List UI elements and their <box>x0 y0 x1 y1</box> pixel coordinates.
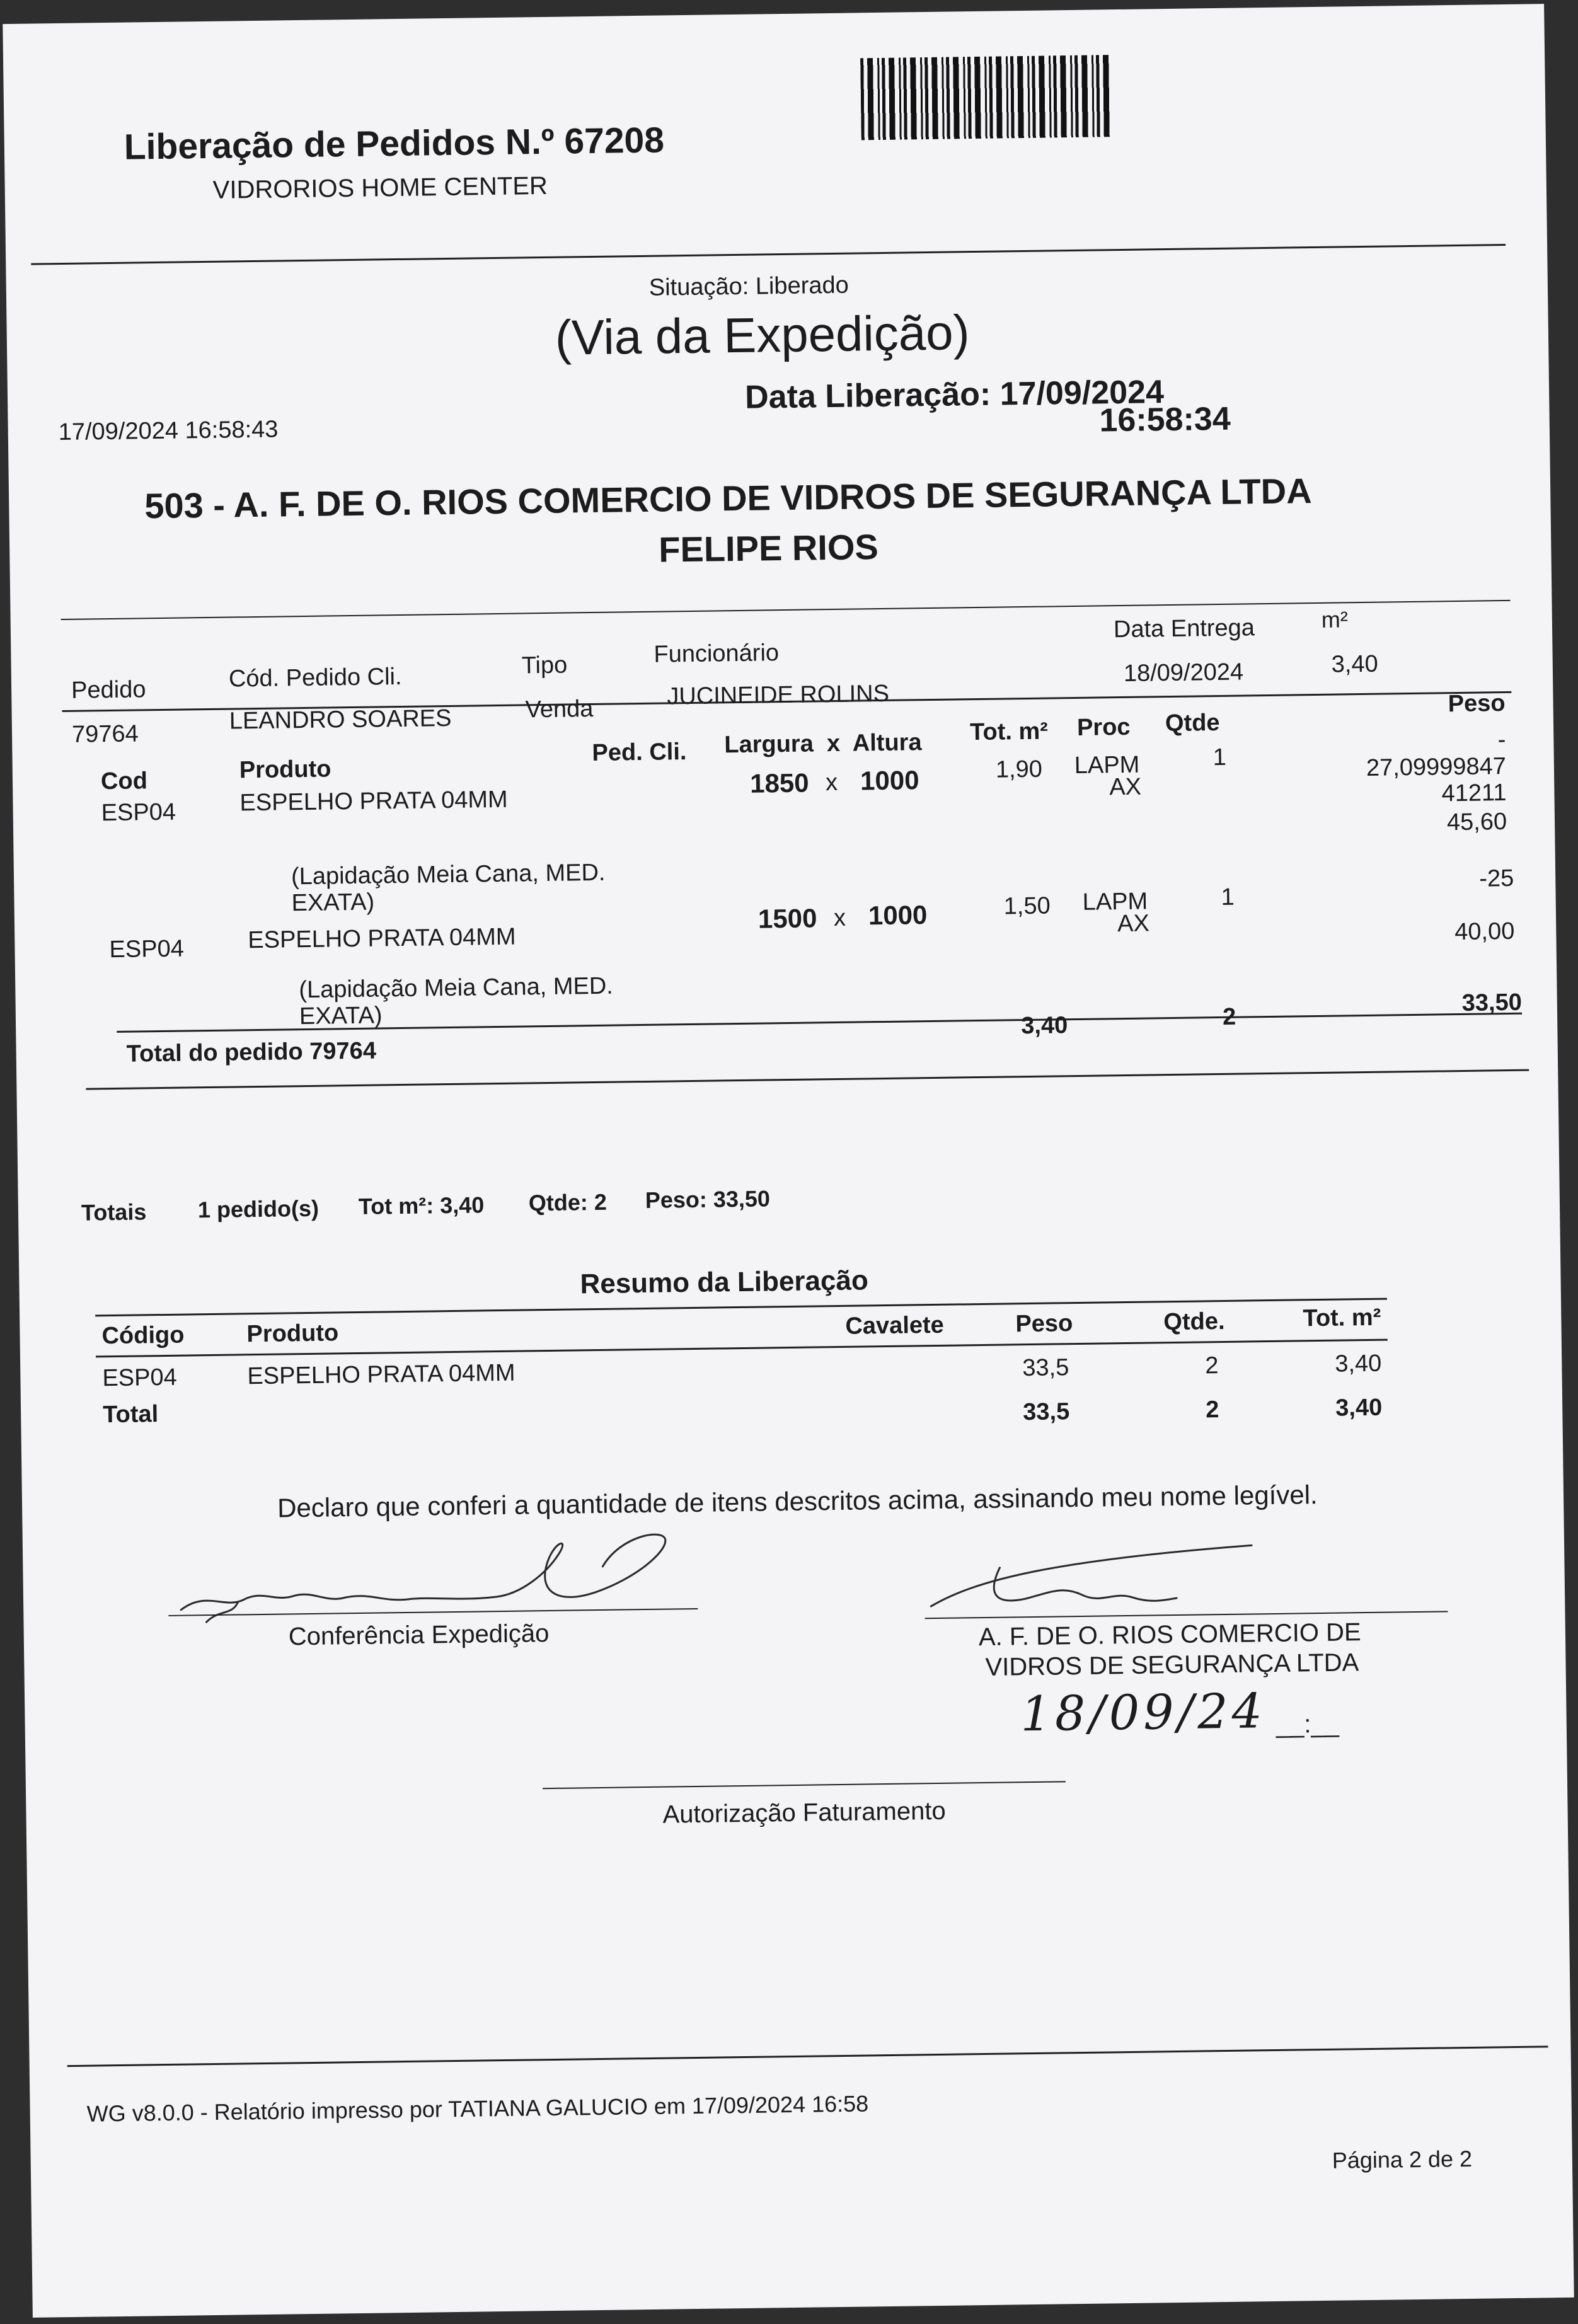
item-proc-ax: AX <box>1117 910 1150 938</box>
item-peso-line: - <box>1497 727 1506 754</box>
divider <box>86 1069 1529 1090</box>
declaration-text: Declaro que conferi a quantidade de itens descritos acima, assinando meu nome legível. <box>277 1480 1318 1523</box>
totais-m2: Tot m²: 3,40 <box>358 1192 485 1219</box>
col-qtde: Qtde <box>1165 709 1220 737</box>
order-total-m2: 3,40 <box>1020 1012 1068 1040</box>
item-produto: ESPELHO PRATA 04MM <box>239 786 508 817</box>
item-altura: 1000 <box>868 900 928 931</box>
col-m2: m² <box>1321 606 1349 633</box>
client-contact: FELIPE RIOS <box>658 527 879 570</box>
divider <box>31 244 1506 265</box>
cod-pedido-cli-value: LEANDRO SOARES <box>229 705 452 735</box>
item-peso-line: 27,09999847 <box>1366 753 1507 781</box>
item-proc: LAPM <box>1074 751 1140 779</box>
resumo-total-tot-m2: 3,40 <box>1335 1394 1383 1422</box>
resumo-row-peso: 33,5 <box>1022 1354 1069 1382</box>
company-signature-line2: VIDROS DE SEGURANÇA LTDA <box>985 1648 1359 1681</box>
order-total-peso: 33,50 <box>1461 989 1523 1016</box>
divider <box>61 600 1511 620</box>
col-cod-pedido-cli: Cód. Pedido Cli. <box>228 663 402 693</box>
resumo-title: Resumo da Liberação <box>580 1265 869 1300</box>
item-proc-ax: AX <box>1109 773 1142 801</box>
resumo-total-label: Total <box>102 1401 159 1429</box>
footer-printed-by: WG v8.0.0 - Relatório impresso por TATIANA GALUCIO em 17/09/2024 16:58 <box>86 2090 869 2127</box>
m2-value: 3,40 <box>1331 650 1379 678</box>
item-x: x <box>833 904 846 932</box>
document-page <box>3 4 1574 2318</box>
item-qtde: 1 <box>1212 744 1227 771</box>
totais-qtde: Qtde: 2 <box>528 1188 608 1216</box>
item-description: (Lapidação Meia Cana, MED. <box>291 859 606 890</box>
company-signature-line1: A. F. DE O. RIOS COMERCIO DE <box>978 1618 1361 1652</box>
data-liberacao: Data Liberação: 17/09/2024 <box>744 374 1165 416</box>
item-tot-m2: 1,50 <box>1003 892 1051 920</box>
item-description: (Lapidação Meia Cana, MED. <box>299 972 614 1004</box>
item-produto: ESPELHO PRATA 04MM <box>248 923 516 954</box>
resumo-col-tot-m2: Tot. m² <box>1303 1304 1381 1332</box>
col-largura-altura: Largura x Altura <box>724 729 922 759</box>
resumo-total-qtde: 2 <box>1205 1396 1219 1424</box>
item-description: EXATA) <box>291 889 375 917</box>
barcode <box>860 55 1110 140</box>
data-entrega-value: 18/09/2024 <box>1123 659 1244 687</box>
item-cod: ESP04 <box>109 935 185 964</box>
col-ped-cli: Ped. Cli. <box>592 739 687 767</box>
col-cod: Cod <box>100 768 148 795</box>
client-name: 503 - A. F. DE O. RIOS COMERCIO DE VIDROS DE SEGURANÇA LTDA <box>144 471 1312 526</box>
item-cod: ESP04 <box>101 798 176 827</box>
divider <box>67 2045 1548 2067</box>
item-proc: LAPM <box>1082 888 1148 916</box>
data-liberacao-time: 16:58:34 <box>1099 400 1231 439</box>
item-altura: 1000 <box>860 765 919 796</box>
col-produto: Produto <box>239 756 331 784</box>
pedido-number: 79764 <box>71 720 139 748</box>
resumo-col-codigo: Código <box>101 1321 185 1350</box>
printed-timestamp: 17/09/2024 16:58:43 <box>58 416 279 446</box>
page-number: Página 2 de 2 <box>1332 2145 1473 2173</box>
handwritten-date: 18/09/24 <box>1020 1683 1267 1742</box>
resumo-row-tot-m2: 3,40 <box>1335 1350 1382 1378</box>
tipo-value: Venda <box>525 695 594 723</box>
item-peso-line: 45,60 <box>1446 808 1507 836</box>
col-pedido: Pedido <box>71 676 146 704</box>
resumo-col-qtde: Qtde. <box>1163 1308 1225 1336</box>
situacao-label: Situação: Liberado <box>648 272 849 301</box>
document-title: Liberação de Pedidos N.º 67208 <box>124 120 665 168</box>
order-total-qtde: 2 <box>1222 1003 1236 1030</box>
handwritten-signature <box>924 1539 1278 1619</box>
item-largura: 1850 <box>749 768 809 798</box>
resumo-row-produto: ESPELHO PRATA 04MM <box>247 1359 515 1390</box>
funcionario-value: JUCINEIDE ROLINS <box>667 680 890 710</box>
item-x: x <box>825 769 838 797</box>
resumo-col-produto: Produto <box>246 1320 339 1348</box>
col-funcionario: Funcionário <box>654 640 780 668</box>
item-peso-line: 41211 <box>1441 779 1507 807</box>
totais-pedidos: 1 pedido(s) <box>197 1195 320 1223</box>
item-description: EXATA) <box>299 1002 383 1030</box>
company-name: VIDRORIOS HOME CENTER <box>212 171 548 204</box>
resumo-row-qtde: 2 <box>1205 1352 1219 1379</box>
via-expedicao-title: (Via da Expedição) <box>555 304 970 365</box>
totais-label: Totais <box>81 1199 147 1226</box>
col-peso: Peso <box>1448 690 1506 718</box>
item-peso-line: 40,00 <box>1454 918 1515 946</box>
col-data-entrega: Data Entrega <box>1113 614 1255 643</box>
resumo-col-cavalete: Cavalete <box>845 1311 945 1340</box>
col-proc: Proc <box>1076 713 1131 741</box>
autorizacao-faturamento-label: Autorização Faturamento <box>662 1797 946 1829</box>
item-peso-line: -25 <box>1479 865 1514 892</box>
order-total-label: Total do pedido 79764 <box>126 1037 377 1067</box>
conferencia-expedicao-label: Conferência Expedição <box>288 1619 550 1651</box>
totais-peso: Peso: 33,50 <box>645 1185 771 1213</box>
signature-line <box>543 1781 1066 1789</box>
resumo-total-peso: 33,5 <box>1022 1398 1070 1426</box>
col-tot-m2: Tot. m² <box>969 718 1049 746</box>
item-qtde: 1 <box>1221 883 1235 911</box>
resumo-row-codigo: ESP04 <box>102 1364 178 1392</box>
handwritten-signature <box>168 1527 711 1635</box>
col-tipo: Tipo <box>521 652 568 679</box>
item-largura: 1500 <box>757 903 817 934</box>
resumo-col-peso: Peso <box>1015 1310 1073 1338</box>
time-placeholder: __:__ <box>1276 1710 1340 1739</box>
item-tot-m2: 1,90 <box>995 756 1043 783</box>
